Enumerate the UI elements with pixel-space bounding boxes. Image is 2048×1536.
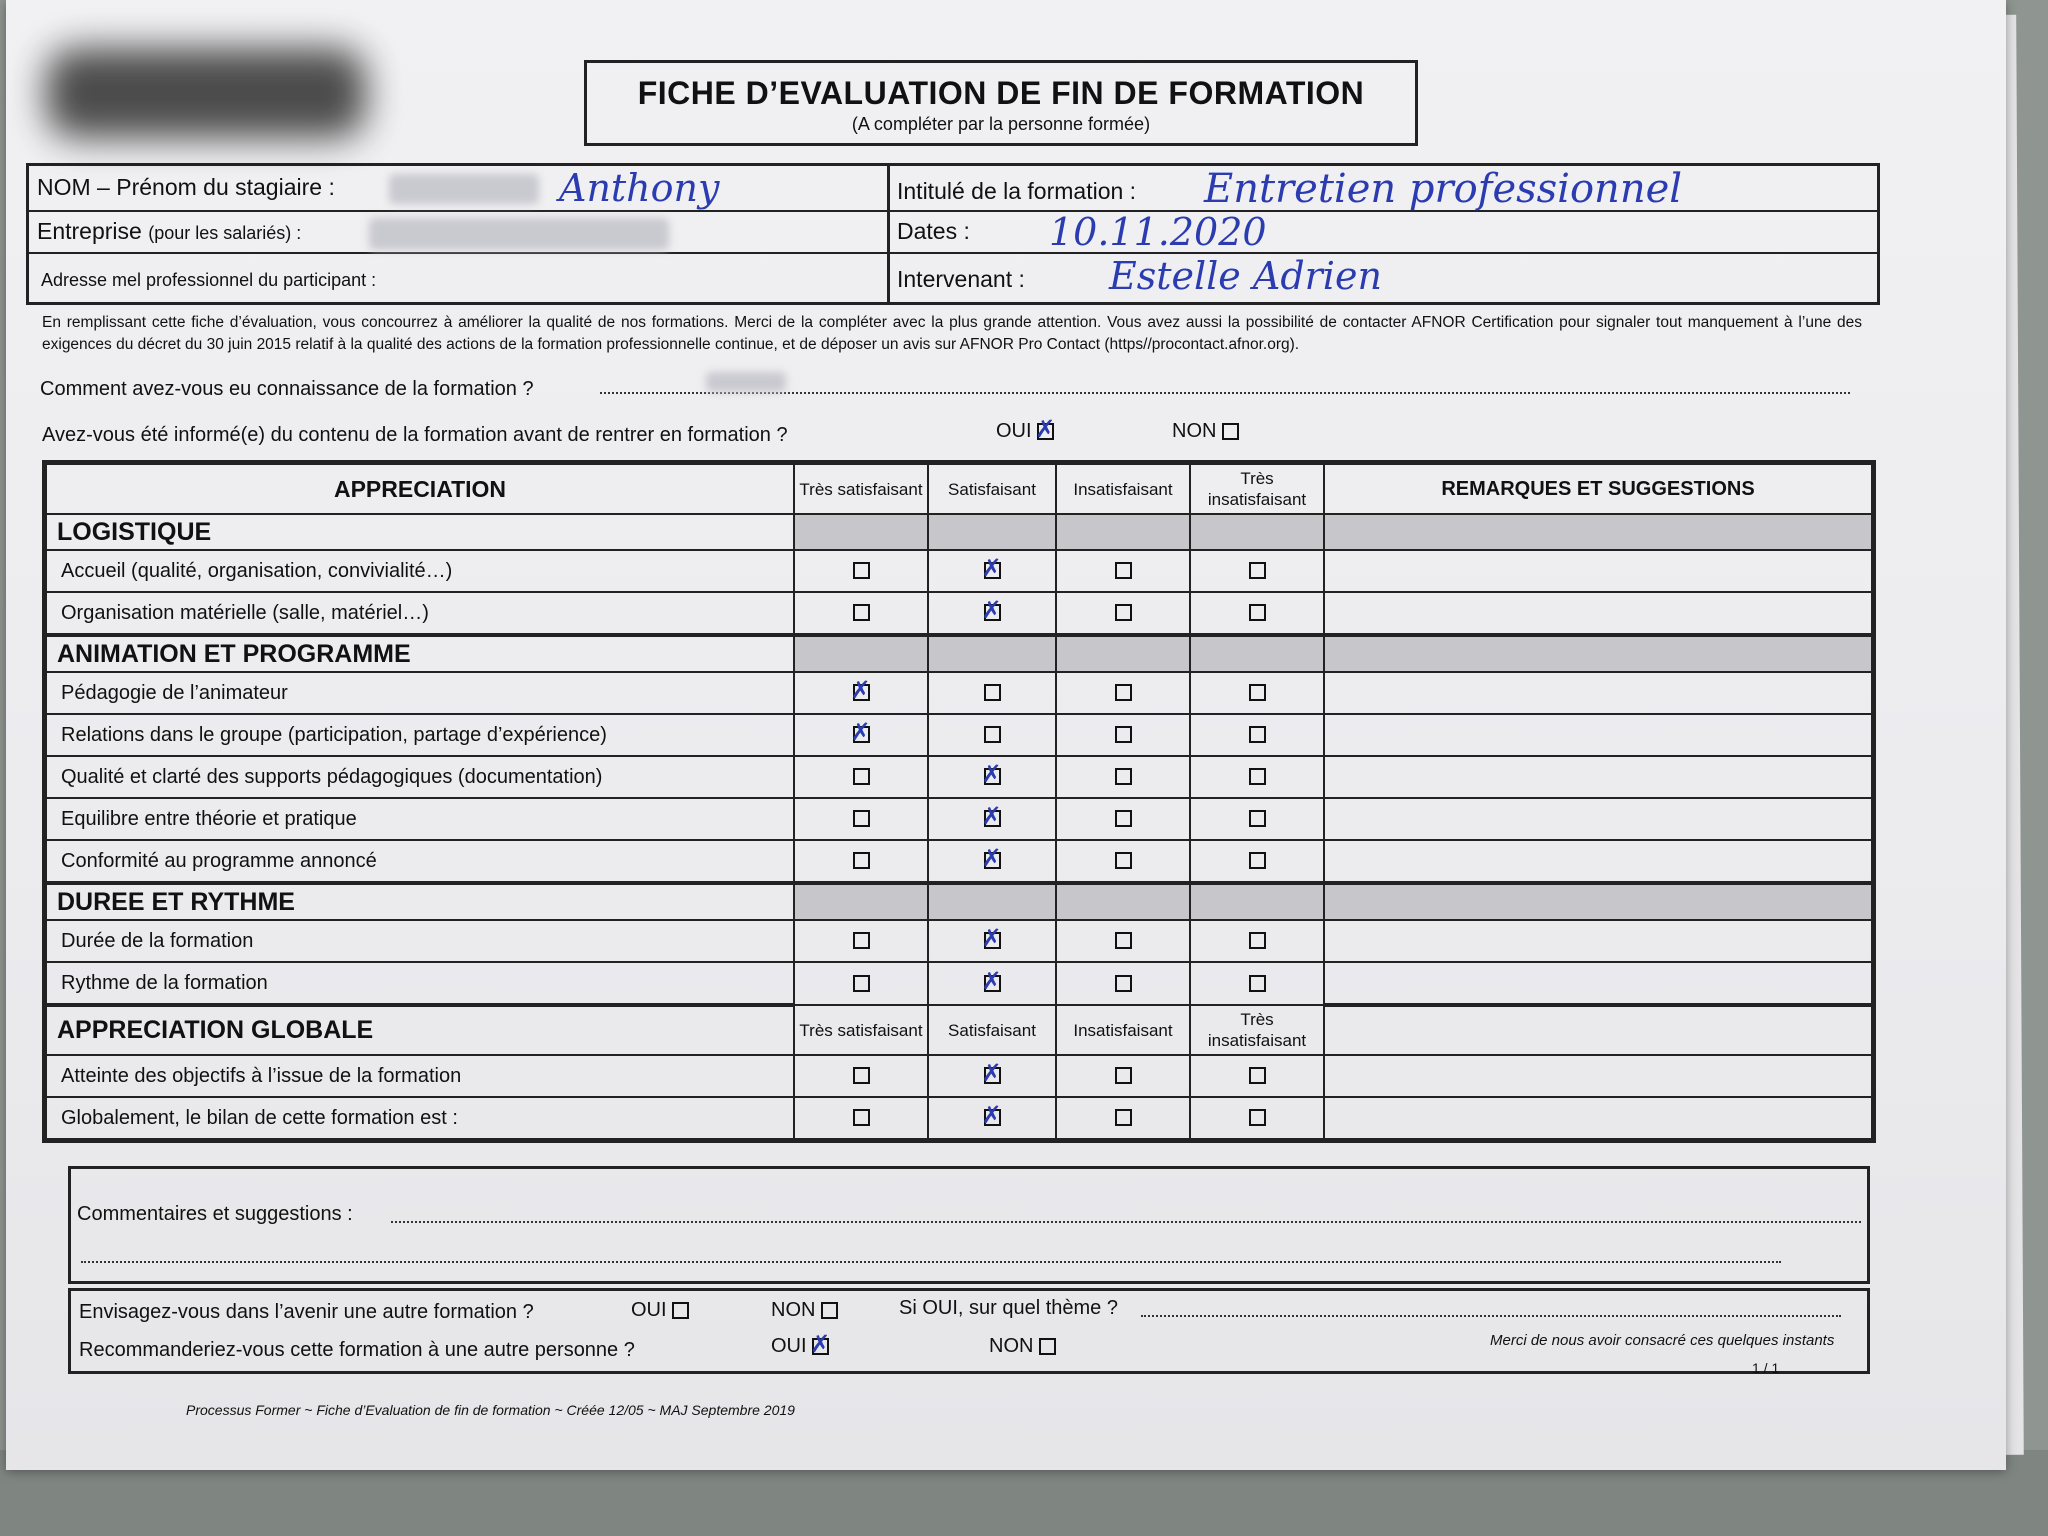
table-row xyxy=(46,840,1872,883)
table-row xyxy=(46,714,1872,756)
dates-label: Dates : xyxy=(897,218,970,244)
rating-cell xyxy=(794,1055,928,1097)
merci-note: Merci de nous avoir consacré ces quelques instants xyxy=(1490,1332,1835,1349)
rating-checkbox[interactable] xyxy=(1249,768,1266,785)
remarque-cell[interactable] xyxy=(1324,920,1872,962)
avenir-oui[interactable] xyxy=(631,1299,689,1322)
informe-non-checkbox[interactable] xyxy=(1222,423,1239,440)
rating-checkbox[interactable] xyxy=(984,810,1001,827)
rating-checkbox[interactable] xyxy=(984,604,1001,621)
evaluation-grid xyxy=(42,460,1876,1143)
section-shade-cell xyxy=(1324,635,1872,672)
rating-checkbox[interactable] xyxy=(984,852,1001,869)
rating-cell xyxy=(1056,550,1190,592)
rating-cell xyxy=(794,920,928,962)
rating-cell xyxy=(1190,798,1324,840)
connaissance-answer-line[interactable] xyxy=(600,392,1850,394)
rating-cell xyxy=(794,1097,928,1139)
intro-paragraph: En remplissant cette fiche d’évaluation, vous concourrez à améliorer la qualité de nos formations. Merci de la compléter avec la plus grande attention. Vous avez aussi la possibilité de contacter AFNOR Certification pour signaler tout manquement à l’une des exigences du décret du 30 juin 2015 relatif à la qualité des actions de la formation professionnelle continue, et de déposer un avis sur AFNOR Pro Contact (https//procontact.afnor.org). xyxy=(42,314,1862,353)
intitule-label: Intitulé de la formation : xyxy=(897,178,1137,204)
dates-value[interactable]: 10.11.2020 xyxy=(1049,210,1267,254)
rating-cell xyxy=(794,798,928,840)
future-training-box xyxy=(68,1288,1870,1374)
criterion-label: Durée de la formation xyxy=(46,920,794,962)
rating-checkbox[interactable] xyxy=(984,1109,1001,1126)
rating-checkbox[interactable] xyxy=(1249,1067,1266,1084)
rating-cell xyxy=(1190,756,1324,798)
rating-cell xyxy=(928,714,1056,756)
table-row xyxy=(46,798,1872,840)
rating-cell xyxy=(1190,840,1324,883)
footer-process: Processus Former ~ Fiche d’Evaluation de fin de formation ~ Créée 12/05 ~ MAJ Septembre 2019 xyxy=(186,1402,795,1418)
rating-checkbox[interactable] xyxy=(984,1067,1001,1084)
rating-cell xyxy=(1190,550,1324,592)
avenir-question: Envisagez-vous dans l’avenir une autre formation ? xyxy=(79,1301,534,1323)
rating-checkbox[interactable] xyxy=(1115,1067,1132,1084)
table-row xyxy=(46,756,1872,798)
recommander-oui[interactable] xyxy=(771,1335,829,1358)
criterion-label: Relations dans le groupe (participation, partage d’expérience) xyxy=(46,714,794,756)
intervenant-value[interactable]: Estelle Adrien xyxy=(1109,254,1382,298)
rating-checkbox[interactable] xyxy=(984,726,1001,743)
rating-cell xyxy=(1190,592,1324,635)
rating-cell xyxy=(1190,714,1324,756)
nom-value[interactable]: Anthony xyxy=(559,166,720,210)
section-appreciation-globale: APPRECIATION GLOBALE xyxy=(46,1005,794,1055)
evaluation-sheet xyxy=(6,0,2006,1470)
remarque-cell[interactable] xyxy=(1324,550,1872,592)
rating-cell xyxy=(794,592,928,635)
section-shade-cell xyxy=(1190,883,1324,920)
rating-checkbox[interactable] xyxy=(1249,975,1266,992)
rating-checkbox[interactable] xyxy=(853,1109,870,1126)
rating-cell xyxy=(928,672,1056,714)
section-title: LOGISTIQUE xyxy=(46,514,794,550)
rating-checkbox[interactable] xyxy=(1115,684,1132,701)
page-number: 1 / 1 xyxy=(1752,1360,1780,1376)
informe-non[interactable] xyxy=(1172,420,1239,443)
remarque-cell[interactable] xyxy=(1324,714,1872,756)
header-satisfaisant: Satisfaisant xyxy=(928,464,1056,514)
table-row xyxy=(46,550,1872,592)
rating-cell xyxy=(1056,672,1190,714)
rating-checkbox[interactable] xyxy=(1115,768,1132,785)
rating-checkbox[interactable] xyxy=(1249,562,1266,579)
rating-cell xyxy=(928,592,1056,635)
rating-checkbox[interactable] xyxy=(1115,604,1132,621)
intervenant-label: Intervenant : xyxy=(897,266,1025,292)
rating-cell xyxy=(1190,1055,1324,1097)
avenir-oui-label: OUI xyxy=(631,1299,667,1321)
section-row xyxy=(46,635,1872,672)
table-row xyxy=(46,920,1872,962)
criterion-label: Qualité et clarté des supports pédagogiques (documentation) xyxy=(46,756,794,798)
rating-checkbox[interactable] xyxy=(1249,726,1266,743)
rating-cell xyxy=(794,756,928,798)
rating-checkbox[interactable] xyxy=(853,1067,870,1084)
commentaires-label: Commentaires et suggestions : xyxy=(77,1203,353,1225)
rating-checkbox[interactable] xyxy=(853,810,870,827)
rating-cell xyxy=(1056,1097,1190,1139)
remarque-cell[interactable] xyxy=(1324,756,1872,798)
section-shade-cell xyxy=(1056,883,1190,920)
commentaires-line-2[interactable] xyxy=(81,1261,1781,1263)
remarque-cell[interactable] xyxy=(1324,672,1872,714)
section-shade-cell xyxy=(1056,635,1190,672)
rating-cell xyxy=(1056,920,1190,962)
informe-oui[interactable] xyxy=(996,420,1054,443)
globale-remarques-cell[interactable] xyxy=(1324,1005,1872,1055)
rating-cell xyxy=(1056,714,1190,756)
criterion-label: Organisation matérielle (salle, matériel…) xyxy=(46,592,794,635)
rating-checkbox[interactable] xyxy=(984,975,1001,992)
remarque-cell[interactable] xyxy=(1324,962,1872,1005)
remarque-cell[interactable] xyxy=(1324,1055,1872,1097)
rating-checkbox[interactable] xyxy=(984,932,1001,949)
recommander-oui-checkbox[interactable] xyxy=(812,1338,829,1355)
rating-cell xyxy=(794,840,928,883)
rating-cell xyxy=(794,672,928,714)
rating-checkbox[interactable] xyxy=(1115,1109,1132,1126)
criterion-label: Accueil (qualité, organisation, convivialité…) xyxy=(46,550,794,592)
globale-header-satisfaisant: Satisfaisant xyxy=(928,1005,1056,1055)
rating-cell xyxy=(928,798,1056,840)
rating-checkbox[interactable] xyxy=(1249,604,1266,621)
criterion-label: Globalement, le bilan de cette formation est : xyxy=(46,1097,794,1139)
rating-checkbox[interactable] xyxy=(1115,932,1132,949)
recommander-question: Recommanderiez-vous cette formation à une autre personne ? xyxy=(79,1339,635,1361)
rating-checkbox[interactable] xyxy=(1249,932,1266,949)
question-connaissance: Comment avez-vous eu connaissance de la formation ? xyxy=(40,378,534,400)
rating-cell xyxy=(1190,962,1324,1005)
section-title: ANIMATION ET PROGRAMME xyxy=(46,635,794,672)
section-shade-cell xyxy=(928,883,1056,920)
rating-checkbox[interactable] xyxy=(853,562,870,579)
recommander-non[interactable] xyxy=(989,1335,1056,1358)
section-shade-cell xyxy=(1190,514,1324,550)
section-shade-cell xyxy=(928,514,1056,550)
nom-label: NOM – Prénom du stagiaire : xyxy=(37,174,335,200)
criterion-label: Equilibre entre théorie et pratique xyxy=(46,798,794,840)
rating-checkbox[interactable] xyxy=(984,562,1001,579)
criterion-label: Pédagogie de l’animateur xyxy=(46,672,794,714)
rating-cell xyxy=(1190,1097,1324,1139)
rating-cell xyxy=(928,550,1056,592)
rating-checkbox[interactable] xyxy=(853,726,870,743)
header-appreciation: APPRECIATION xyxy=(46,464,794,514)
table-row xyxy=(46,962,1872,1005)
recommander-non-label: NON xyxy=(989,1335,1034,1357)
rating-checkbox[interactable] xyxy=(1249,684,1266,701)
entreprise-label: Entreprise xyxy=(37,218,142,244)
header-tres-insatisfaisant: Très insatisfaisant xyxy=(1190,464,1324,514)
rating-checkbox[interactable] xyxy=(853,852,870,869)
rating-checkbox[interactable] xyxy=(1249,852,1266,869)
table-row xyxy=(46,1097,1872,1139)
informe-oui-checkbox[interactable] xyxy=(1037,423,1054,440)
rating-checkbox[interactable] xyxy=(853,768,870,785)
entreprise-note: (pour les salariés) : xyxy=(148,223,302,243)
form-subtitle: (A compléter par la personne formée) xyxy=(851,114,1151,134)
globale-header-tres-insatisfaisant: Très insatisfaisant xyxy=(1190,1005,1324,1055)
title-box xyxy=(584,60,1418,146)
remarque-cell[interactable] xyxy=(1324,798,1872,840)
rating-checkbox[interactable] xyxy=(1249,810,1266,827)
rating-cell xyxy=(1190,672,1324,714)
logo-redacted xyxy=(46,48,366,138)
criterion-label: Conformité au programme annoncé xyxy=(46,840,794,883)
section-shade-cell xyxy=(1324,514,1872,550)
rating-cell xyxy=(928,920,1056,962)
rating-checkbox[interactable] xyxy=(853,604,870,621)
section-title: DUREE ET RYTHME xyxy=(46,883,794,920)
recommander-non-checkbox[interactable] xyxy=(1039,1338,1056,1355)
remarque-cell[interactable] xyxy=(1324,1097,1872,1139)
section-shade-cell xyxy=(1056,514,1190,550)
question-informe: Avez-vous été informé(e) du contenu de la formation avant de rentrer en formation ? xyxy=(42,424,788,446)
avenir-non[interactable] xyxy=(771,1299,838,1322)
rating-checkbox[interactable] xyxy=(853,932,870,949)
intitule-value[interactable]: Entretien professionnel xyxy=(1204,166,1683,212)
rating-checkbox[interactable] xyxy=(1115,852,1132,869)
entreprise-label-wrap xyxy=(37,218,301,245)
section-row xyxy=(46,514,1872,550)
remarque-cell[interactable] xyxy=(1324,840,1872,883)
rating-checkbox[interactable] xyxy=(1249,1109,1266,1126)
avenir-oui-checkbox[interactable] xyxy=(672,1302,689,1319)
table-row xyxy=(46,592,1872,635)
rating-cell xyxy=(794,962,928,1005)
table-row xyxy=(46,672,1872,714)
rating-checkbox[interactable] xyxy=(1115,562,1132,579)
avenir-non-checkbox[interactable] xyxy=(821,1302,838,1319)
redacted-surname xyxy=(389,174,539,204)
section-shade-cell xyxy=(794,514,928,550)
theme-answer-line[interactable] xyxy=(1141,1315,1841,1317)
rating-cell xyxy=(1056,798,1190,840)
section-shade-cell xyxy=(794,635,928,672)
section-shade-cell xyxy=(928,635,1056,672)
rating-cell xyxy=(928,756,1056,798)
redacted-answer xyxy=(706,372,786,392)
si-oui-label: Si OUI, sur quel thème ? xyxy=(899,1297,1118,1319)
avenir-non-label: NON xyxy=(771,1299,816,1321)
redacted-company xyxy=(369,218,669,250)
rating-checkbox[interactable] xyxy=(853,684,870,701)
rating-cell xyxy=(928,840,1056,883)
rating-checkbox[interactable] xyxy=(1115,975,1132,992)
form-title: FICHE D’EVALUATION DE FIN DE FORMATION xyxy=(637,75,1365,111)
oui-label: OUI xyxy=(996,420,1032,442)
section-shade-cell xyxy=(1324,883,1872,920)
adresse-label: Adresse mel professionnel du participant : xyxy=(41,270,377,290)
header-tres-satisfaisant: Très satisfaisant xyxy=(794,464,928,514)
recommander-oui-label: OUI xyxy=(771,1335,807,1357)
rating-cell xyxy=(928,962,1056,1005)
remarque-cell[interactable] xyxy=(1324,592,1872,635)
rating-cell xyxy=(794,714,928,756)
table-row xyxy=(46,1055,1872,1097)
section-shade-cell xyxy=(794,883,928,920)
rating-cell xyxy=(928,1097,1056,1139)
rating-cell xyxy=(1056,962,1190,1005)
criterion-label: Atteinte des objectifs à l’issue de la formation xyxy=(46,1055,794,1097)
rating-cell xyxy=(1056,756,1190,798)
rating-cell xyxy=(928,1055,1056,1097)
commentaires-line-1[interactable] xyxy=(391,1221,1861,1223)
participant-info xyxy=(26,163,1880,305)
header-insatisfaisant: Insatisfaisant xyxy=(1056,464,1190,514)
rating-cell xyxy=(1056,840,1190,883)
header-remarques: REMARQUES ET SUGGESTIONS xyxy=(1324,464,1872,514)
rating-checkbox[interactable] xyxy=(1115,810,1132,827)
rating-cell xyxy=(794,550,928,592)
globale-header-tres-satisfaisant: Très satisfaisant xyxy=(794,1005,928,1055)
rating-cell xyxy=(1056,592,1190,635)
rating-checkbox[interactable] xyxy=(984,768,1001,785)
rating-cell xyxy=(1056,1055,1190,1097)
criterion-label: Rythme de la formation xyxy=(46,962,794,1005)
rating-checkbox[interactable] xyxy=(1115,726,1132,743)
section-shade-cell xyxy=(1190,635,1324,672)
section-row xyxy=(46,883,1872,920)
non-label: NON xyxy=(1172,420,1217,442)
rating-checkbox[interactable] xyxy=(853,975,870,992)
rating-checkbox[interactable] xyxy=(984,684,1001,701)
globale-header-insatisfaisant: Insatisfaisant xyxy=(1056,1005,1190,1055)
rating-cell xyxy=(1190,920,1324,962)
commentaires-box xyxy=(68,1166,1870,1284)
